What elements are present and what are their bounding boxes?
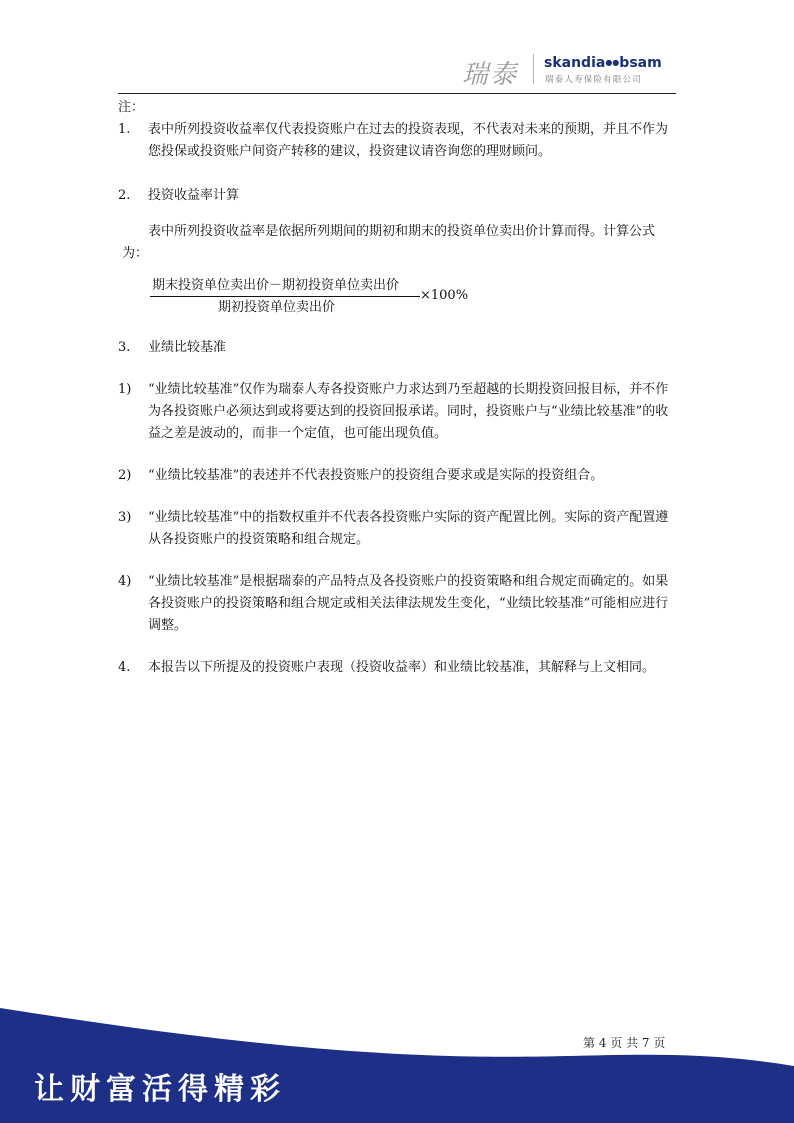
subitem-text: “业绩比较基准”是根据瑞泰的产品特点及各投资账户的投资策略和组合规定而确定的。如果各投资账户的投资策略和组合规定或相关法律法规发生变化，“业绩比较基准”可能相应进行调整。 [148,574,669,633]
formula-numerator: 期末投资单位卖出价－期初投资单位卖出价 [152,278,400,293]
benchmark-subitem [118,507,680,551]
subitem-text: “业绩比较基准”中的指数权重并不代表各投资账户实际的资产配置比例。实际的资产配置遵从各投资账户的投资策略和组合规定。 [148,510,669,547]
note-number: 2. [118,188,131,203]
logo-skandia: skandia [544,55,606,71]
page-number: 第 4 页 共 7 页 [583,1036,666,1050]
footer-slogan: 让财富活得精彩 [34,1072,286,1107]
formula-multiplier: ×100% [420,288,469,303]
page-header [0,0,794,100]
company-logo-chinese: 瑞泰 [462,60,519,90]
subitem-number: 2) [118,468,132,483]
subitem-number: 3) [118,510,132,525]
subitem-text: “业绩比较基准”的表述并不代表投资账户的投资组合要求或是实际的投资组合。 [148,468,604,483]
notes-section [118,97,680,679]
subitem-number: 4) [118,574,132,589]
note-item-1 [118,119,680,163]
calculation-paragraph: 表中所列投资收益率是依据所列期间的期初和期末的投资单位卖出价计算而得。计算公式为： [122,224,656,261]
logo-dots-icon: ●● [605,58,620,67]
benchmark-subitem [118,379,680,445]
subitem-number: 1) [118,382,132,397]
note-number: 1. [118,122,131,137]
note-number: 4. [118,660,131,675]
header-divider [118,93,676,94]
logo-separator [533,54,534,84]
note-item-4 [118,657,680,679]
note-number: 3. [118,340,131,355]
formula-denominator: 期初投资单位卖出价 [218,300,336,315]
note-title: 业绩比较基准 [148,340,227,355]
logo-bsam: bsam [619,55,662,71]
benchmark-subitem [118,465,680,487]
note-title: 投资收益率计算 [148,188,240,203]
note-text: 表中所列投资收益率仅代表投资账户在过去的投资表现，不代表对未来的预期，并且不作为您投保或投资账户间资产转移的建议，投资建议请咨询您的理财顾问。 [148,122,669,159]
note-text: 本报告以下所提及的投资账户表现（投资收益率）和业绩比较基准，其解释与上文相同。 [148,660,656,675]
company-logo-english [544,55,662,71]
company-name-subtitle: 瑞泰人寿保险有限公司 [545,75,643,85]
notes-label: 注： [118,100,145,115]
note-item-3 [118,337,680,359]
benchmark-subitem [118,571,680,637]
note-item-2 [118,185,680,207]
return-formula [148,275,468,319]
subitem-text: “业绩比较基准”仅作为瑞泰人寿各投资账户力求达到乃至超越的长期投资回报目标，并不作为各投资账户必须达到或将要达到的投资回报承诺。同时，投资账户与“业绩比较基准”的收益之差是波动的，而非一个定值，也可能出现负值。 [148,382,669,441]
